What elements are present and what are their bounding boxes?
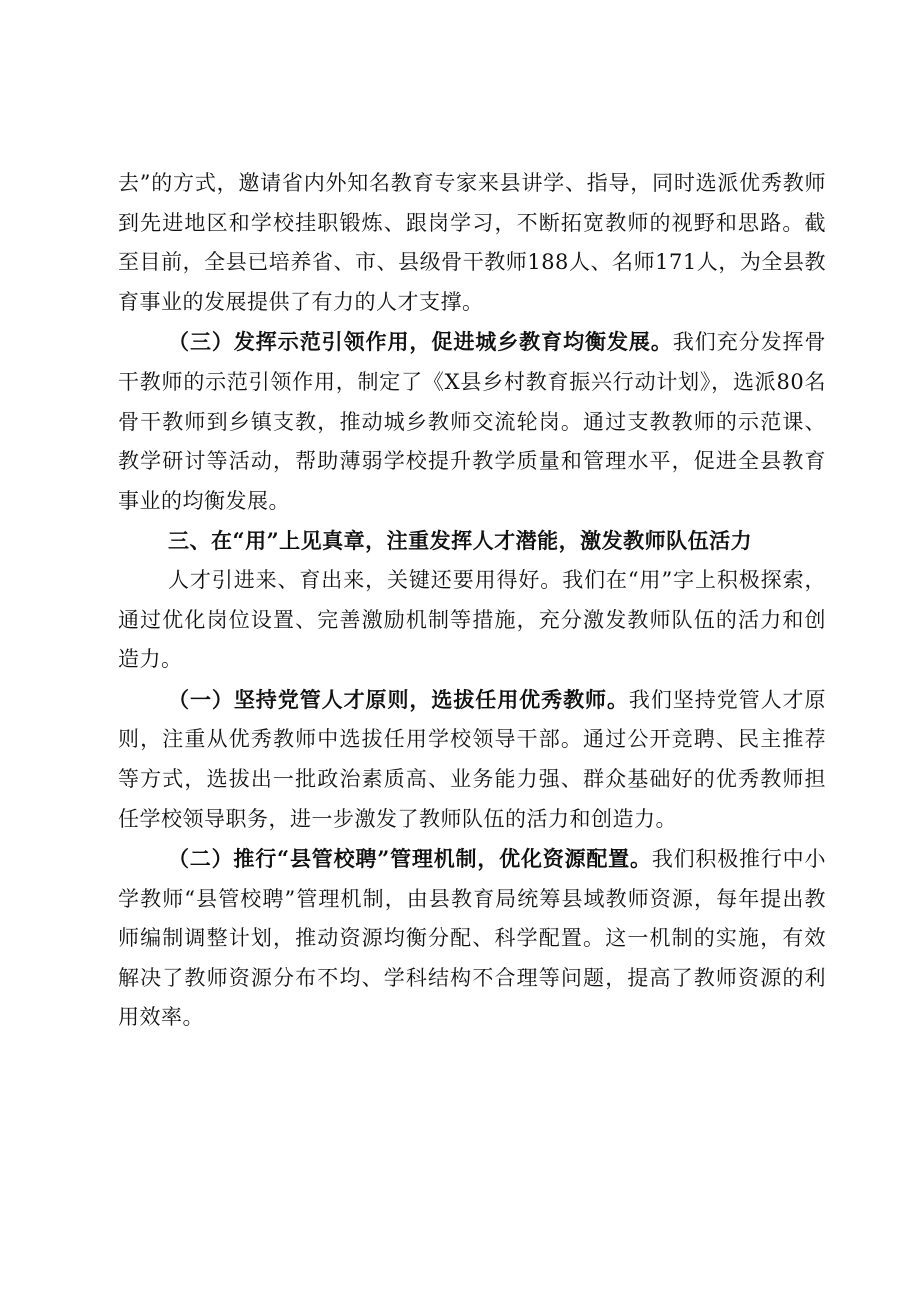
paragraph-county-management-body: 我们积极推行中小学教师“县管校聘”管理机制，由县教育局统筹县域教师资源，每年提出教师编制调整计划，推动资源均衡分配、科学配置。这一机制的实施，有效解决了教师资源分布不均、学科结构不合理等问题，提高了教师资源的利用效率。 [118,847,826,1030]
paragraph-demonstration-body: 我们充分发挥骨干教师的示范引领作用，制定了《X县乡村教育振兴行动计划》，选派80名骨干教师到乡镇支教，推动城乡教师交流轮岗。通过支教教师的示范课、教学研讨等活动，帮助薄弱学校提升教学质量和管理水平，促进全县教育事业的均衡发展。 [118,330,827,513]
paragraph-party-talent [118,680,826,839]
paragraph-talent-training: 去”的方式，邀请省内外知名教育专家来县讲学、指导，同时选派优秀教师到先进地区和学校挂职锻炼、跟岗学习，不断拓宽教师的视野和思路。截至目前，全县已培养省、市、县级骨干教师188人、名师171人，为全县教育事业的发展提供了有力的人才支撑。 [118,171,826,314]
paragraph-county-management [118,839,826,1038]
paragraph-party-talent-heading: （一）坚持党管人才原则，选拔任用优秀教师。 [168,686,629,712]
section-heading-three: 三、在“用”上见真章，注重发挥人才潜能，激发教师队伍活力 [168,528,753,554]
paragraph-demonstration [118,322,826,521]
paragraph-use-talent-intro: 人才引进来、育出来，关键还要用得好。我们在“用”字上积极探索，通过优化岗位设置、完善激励机制等措施，充分激发教师队伍的活力和创造力。 [118,567,826,672]
paragraph-party-talent-body: 我们坚持党管人才原则，注重从优秀教师中选拔任用学校领导干部。通过公开竞聘、民主推荐等方式，选拔出一批政治素质高、业务能力强、群众基础好的优秀教师担任学校领导职务，进一步激发了教师队伍的活力和创造力。 [118,687,827,831]
document-page [118,164,826,1038]
paragraph-county-management-heading: （二）推行“县管校聘”管理机制，优化资源配置。 [168,846,652,872]
paragraph-demonstration-heading: （三）发挥示范引领作用，促进城乡教育均衡发展。 [168,329,673,355]
